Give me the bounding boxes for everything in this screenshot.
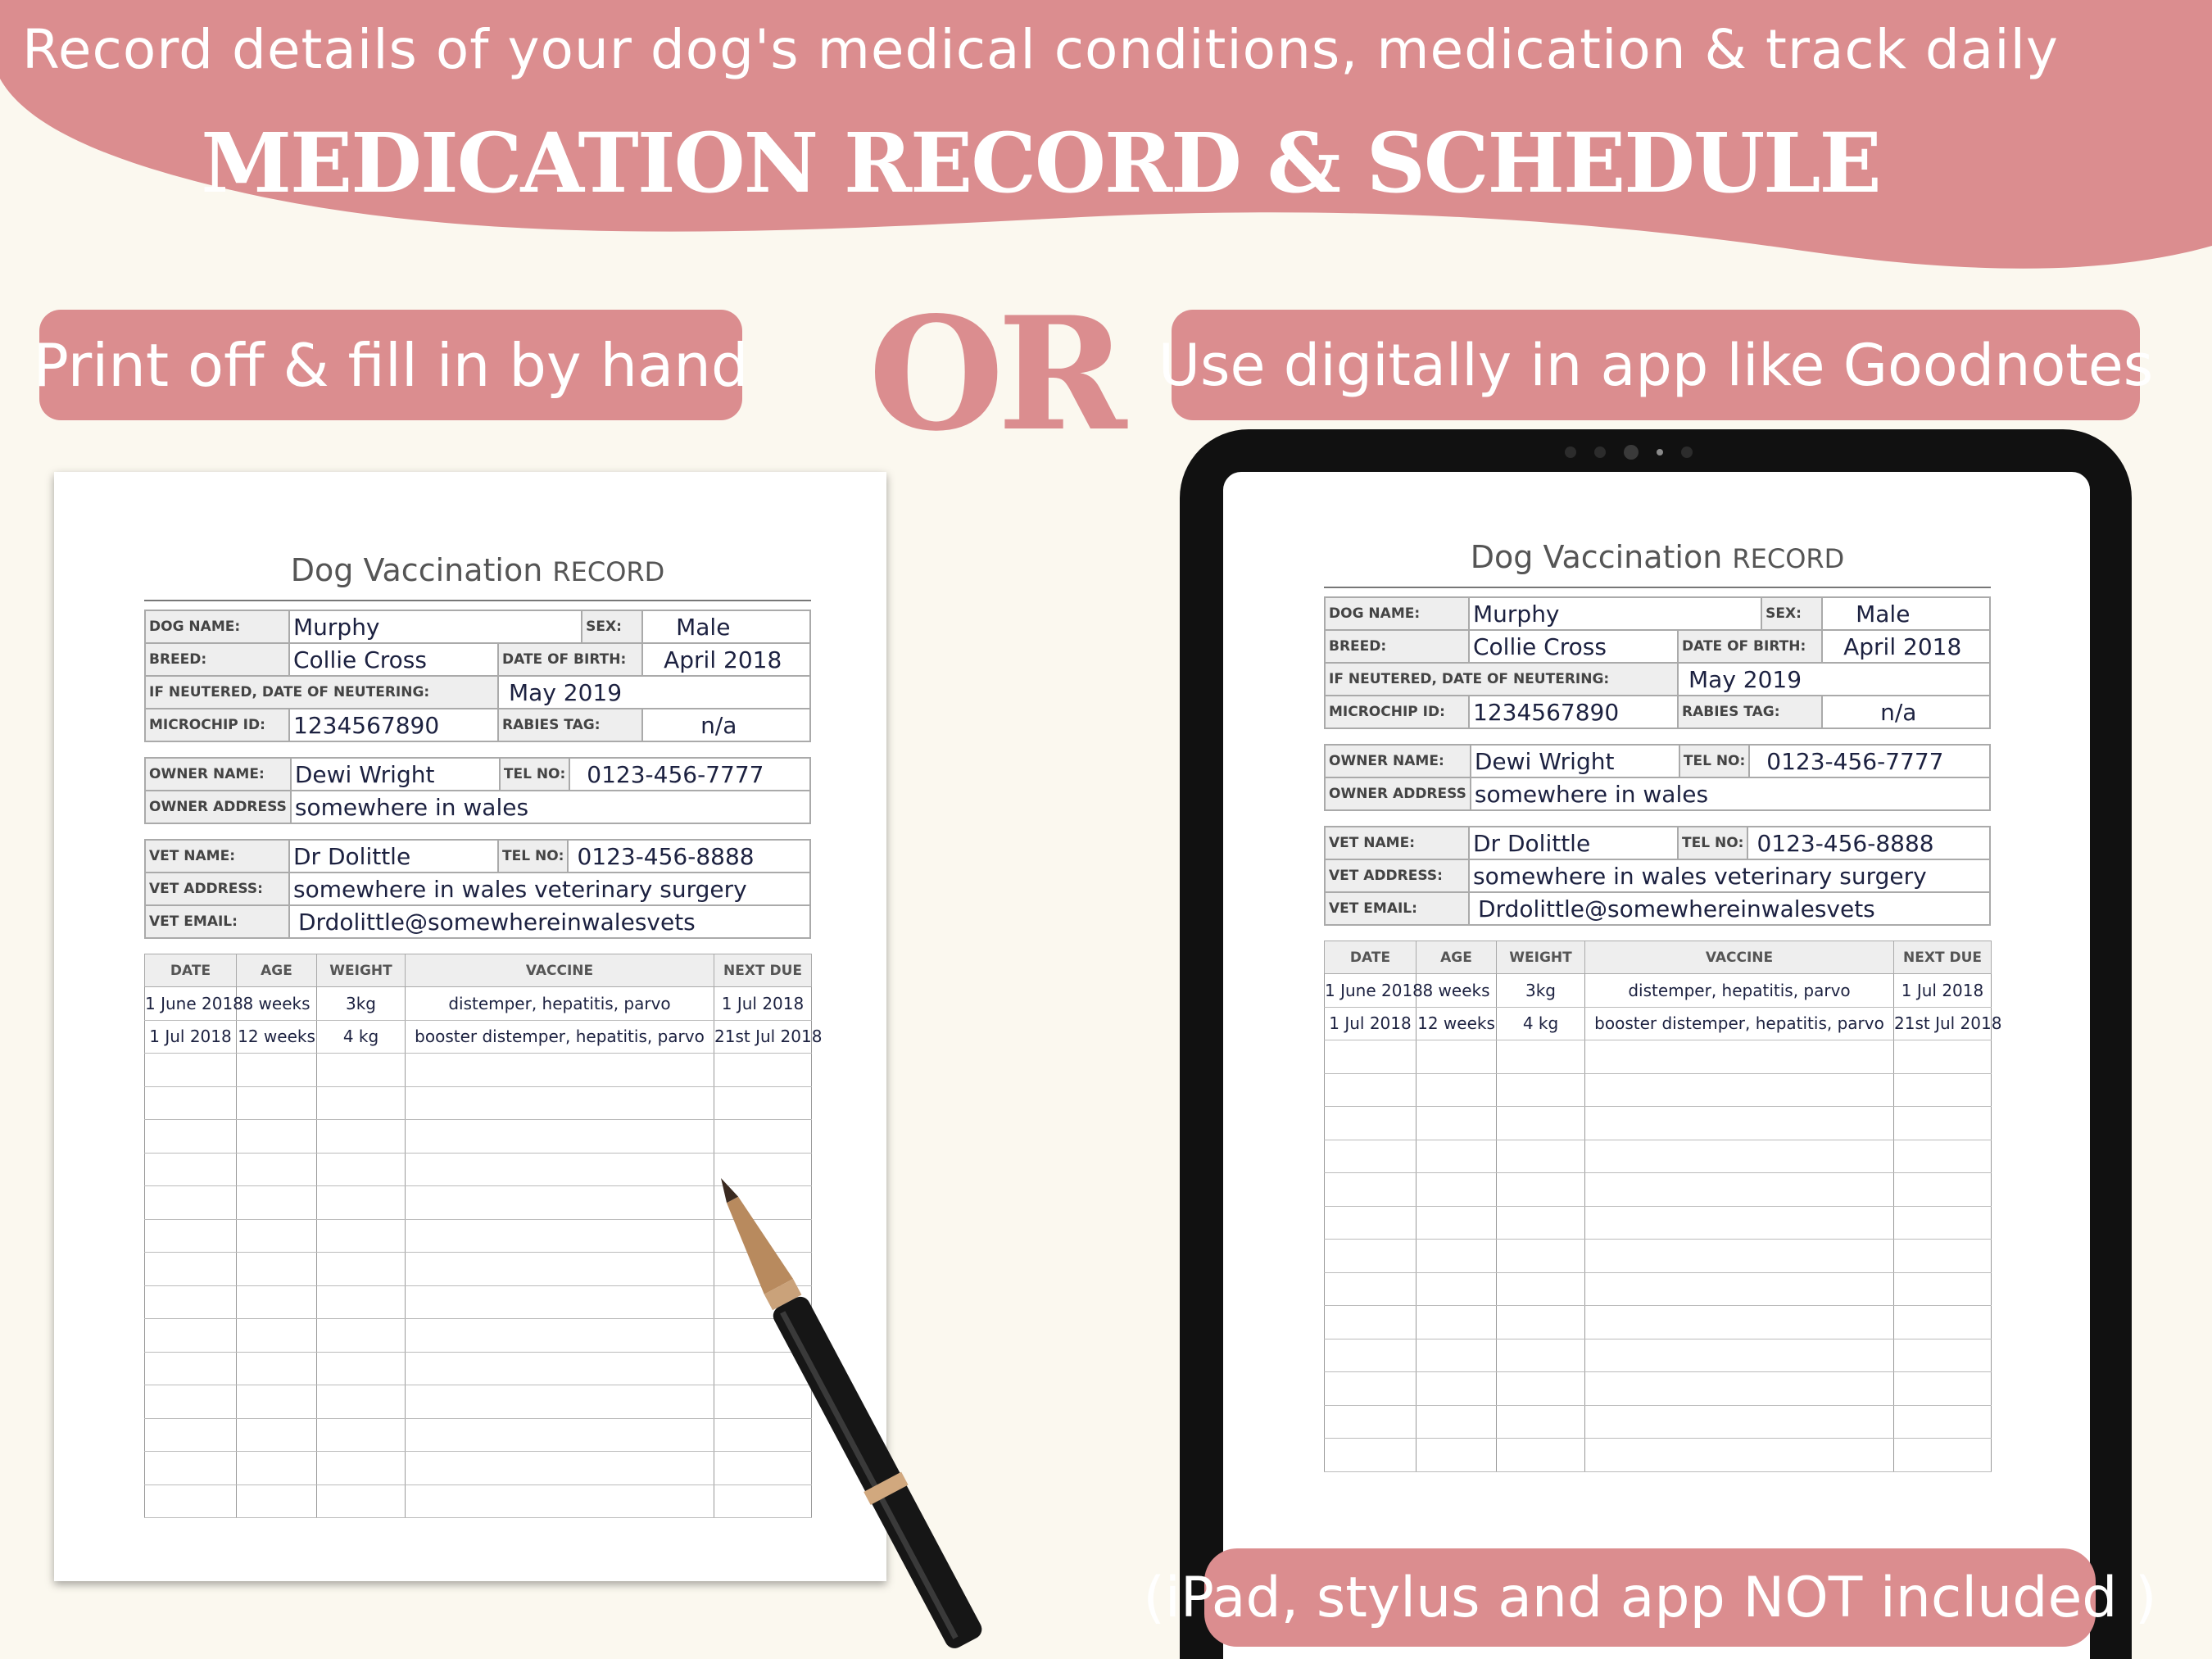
owner-tel-value: 0123-456-7777	[569, 758, 810, 791]
breed-value: Collie Cross	[289, 643, 498, 676]
or-separator: OR	[868, 283, 1121, 465]
breed-value[interactable]: Collie Cross	[1469, 630, 1678, 663]
table-row[interactable]: 1 June 2018 8 weeks 3kg distemper, hepatitis, parvo 1 Jul 2018	[1325, 974, 1992, 1008]
vet-name-value: Dr Dolittle	[289, 840, 498, 873]
vet-info-table: VET NAME: Dr Dolittle TEL NO: 0123-456-8888 VET ADDRESS: somewhere in wales veterinary surgery VET EMAIL: Drdolittle@somewhereinwalesvets	[1324, 826, 1991, 926]
owner-name-value: Dewi Wright	[291, 758, 500, 791]
vaccination-log-table	[1324, 941, 2002, 1472]
col-weight: WEIGHT	[1497, 941, 1585, 974]
vet-address-value[interactable]: somewhere in wales veterinary surgery	[1469, 859, 1990, 892]
sex-value[interactable]: Male	[1822, 597, 1990, 630]
col-next-due: NEXT DUE	[714, 954, 812, 987]
owner-info-table: OWNER NAME: Dewi Wright TEL NO: 0123-456-7777 OWNER ADDRESS somewhere in wales	[1324, 744, 1991, 811]
microchip-value: 1234567890	[289, 709, 498, 741]
col-next-due: NEXT DUE	[1894, 941, 1992, 974]
vet-tel-value[interactable]: 0123-456-8888	[1747, 827, 1990, 859]
rabies-value[interactable]: n/a	[1822, 696, 1990, 728]
col-age: AGE	[1416, 941, 1497, 974]
col-date: DATE	[145, 954, 237, 987]
vet-email-value[interactable]: Drdolittle@somewhereinwalesvets	[1469, 892, 1990, 925]
disclaimer-label: (iPad, stylus and app NOT included )	[1204, 1548, 2096, 1647]
banner-title: MEDICATION RECORD & SCHEDULE	[201, 115, 1880, 211]
dog-info-table: DOG NAME: Murphy SEX: Male BREED: Collie Cross DATE OF BIRTH: April 2018 IF NEUTERED, DATE OF NEUTERING: May 2019 MICROCHIP ID: 1234567890 RABIES TAG: n/a	[144, 610, 811, 742]
owner-tel-value[interactable]: 0123-456-7777	[1749, 745, 1990, 777]
dob-value: April 2018	[642, 643, 810, 676]
tablet-camera-icon	[1565, 446, 1693, 460]
digital-vaccination-form	[1324, 533, 2002, 1472]
vet-address-value: somewhere in wales veterinary surgery	[289, 873, 810, 905]
form-title: Dog Vaccination RECORD	[144, 546, 811, 601]
digital-option-label: Use digitally in app like Goodnotes	[1172, 310, 2140, 420]
col-vaccine: VACCINE	[1585, 941, 1894, 974]
rabies-value: n/a	[642, 709, 810, 741]
owner-info-table: OWNER NAME: Dewi Wright TEL NO: 0123-456-7777 OWNER ADDRESS somewhere in wales	[144, 757, 811, 824]
col-age: AGE	[237, 954, 317, 987]
dog-name-value[interactable]: Murphy	[1469, 597, 1761, 630]
dog-name-value: Murphy	[289, 610, 582, 643]
vet-name-value[interactable]: Dr Dolittle	[1469, 827, 1678, 859]
table-row[interactable]: 1 Jul 2018 12 weeks 4 kg booster distemper, hepatitis, parvo 21st Jul 2018	[1325, 1007, 1992, 1040]
col-date: DATE	[1325, 941, 1416, 974]
dob-value[interactable]: April 2018	[1822, 630, 1990, 663]
pen-icon	[705, 1163, 1032, 1659]
print-option-label: Print off & fill in by hand	[39, 310, 742, 420]
owner-name-value[interactable]: Dewi Wright	[1471, 745, 1679, 777]
table-row: 1 Jul 2018 12 weeks 4 kg booster distemper, hepatitis, parvo 21st Jul 2018	[145, 1020, 812, 1054]
owner-address-value[interactable]: somewhere in wales	[1471, 777, 1990, 810]
banner-subtitle: Record details of your dog's medical conditions, medication & track daily	[22, 18, 2059, 81]
vet-email-value: Drdolittle@somewhereinwalesvets	[289, 905, 810, 938]
microchip-value[interactable]: 1234567890	[1469, 696, 1678, 728]
sex-value: Male	[642, 610, 810, 643]
table-row: 1 June 2018 8 weeks 3kg distemper, hepatitis, parvo 1 Jul 2018	[145, 987, 812, 1021]
vet-tel-value: 0123-456-8888	[568, 840, 810, 873]
dog-info-table: DOG NAME: Murphy SEX: Male BREED: Collie Cross DATE OF BIRTH: April 2018 IF NEUTERED, DATE OF NEUTERING: May 2019 MICROCHIP ID: 1234567890 RABIES TAG: n/a	[1324, 596, 1991, 729]
vet-info-table: VET NAME: Dr Dolittle TEL NO: 0123-456-8888 VET ADDRESS: somewhere in wales veterinary surgery VET EMAIL: Drdolittle@somewhereinwalesvets	[144, 839, 811, 939]
owner-address-value: somewhere in wales	[291, 791, 810, 823]
neutered-value: May 2019	[498, 676, 810, 709]
col-weight: WEIGHT	[317, 954, 406, 987]
col-vaccine: VACCINE	[406, 954, 714, 987]
form-title: Dog Vaccination RECORD	[1324, 533, 1991, 588]
neutered-value[interactable]: May 2019	[1678, 663, 1990, 696]
